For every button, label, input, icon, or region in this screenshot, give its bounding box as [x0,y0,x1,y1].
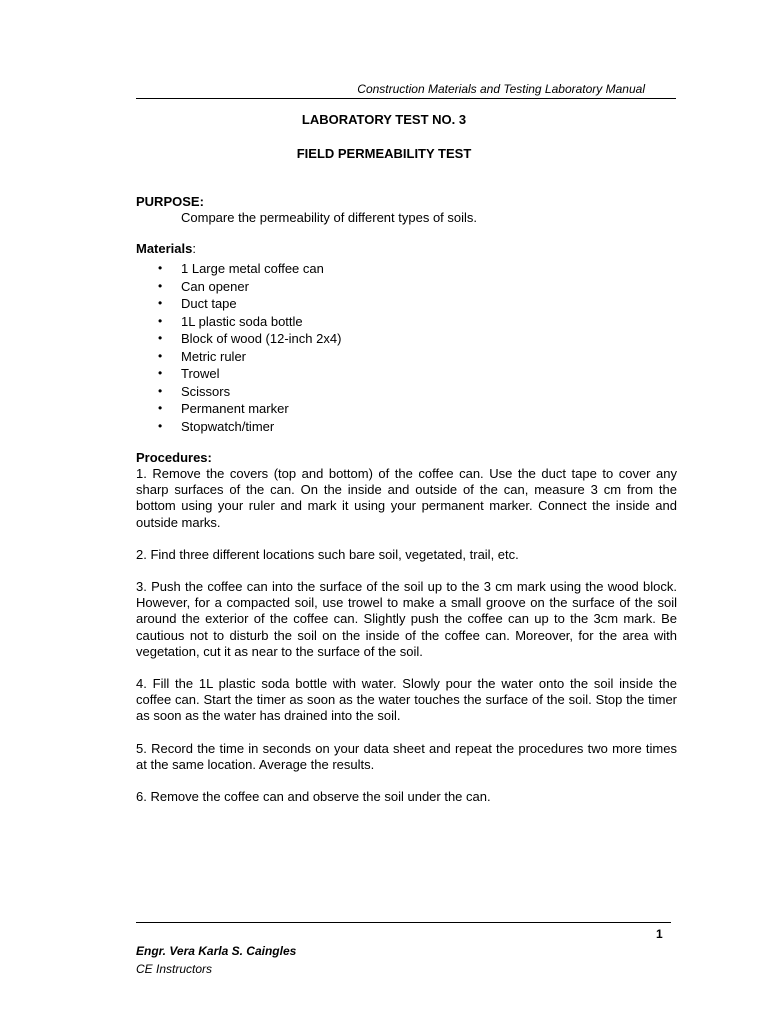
bullet-icon: • [158,366,163,380]
material-item-text: Scissors [181,383,231,399]
bullet-icon: • [158,418,163,433]
procedure-step-1: 1. Remove the covers (top and bottom) of the coffee can. Use the duct tape to cover any sharp surfaces of the can. On the inside and outside of the can, measure 3 cm from the bottom using your ruler and mark it using your permanent marker. Connect the inside and outside marks. [136,466,677,530]
material-item-text: Stopwatch/timer [181,418,275,434]
author-name: Engr. Vera Karla S. Caingles [136,944,297,958]
list-item [136,383,341,401]
procedures-label: Procedures: [136,450,212,465]
bullet-icon: • [158,261,163,275]
material-item-text: Duct tape [181,296,237,311]
list-item [136,365,341,383]
bullet-icon: • [158,296,163,310]
materials-list [136,260,341,435]
materials-label-line [136,241,196,256]
bullet-icon: • [158,383,163,398]
list-item [136,400,341,418]
test-number-heading: LABORATORY TEST NO. 3 [301,112,467,127]
list-item [136,330,341,348]
list-item [136,313,341,331]
material-item-text: Can opener [181,278,249,294]
header-rule [136,80,676,99]
list-item [136,418,341,436]
materials-colon: : [192,241,196,256]
page-number: 1 [656,927,663,941]
procedure-step-4: 4. Fill the 1L plastic soda bottle with water. Slowly pour the water onto the soil inside the coffee can. Start the timer as soon as the water touches the surface of the soil. Stop the timer as soon as the water has drained into the soil. [136,676,677,724]
bullet-icon: • [158,331,163,345]
material-item-text: Block of wood (12-inch 2x4) [181,331,342,346]
material-item-text: Permanent marker [181,401,289,416]
bullet-icon: • [158,278,163,293]
material-item-text: Metric ruler [181,348,247,364]
bullet-icon: • [158,313,163,328]
purpose-label: PURPOSE: [136,194,204,209]
procedure-step-3: 3. Push the coffee can into the surface of the soil up to the 3 cm mark using the wood block. However, for a compacted soil, use trowel to make a small groove on the surface of the soil around the exterior of the coffee can. Slightly push the coffee can up to the 3cm mark. Be cautious not to disturb the soil on the inside of the coffee can. Moreover, for the area with vegetation, cut it as near to the surface of the soil. [136,579,677,659]
list-item [136,295,341,313]
material-item-text: Trowel [181,366,220,381]
procedures-section [136,466,677,821]
list-item [136,348,341,366]
material-item-text: 1 Large metal coffee can [181,261,324,276]
test-name-heading: FIELD PERMEABILITY TEST [296,146,472,161]
purpose-text: Compare the permeability of different types of soils. [181,210,478,225]
footer-rule [136,908,671,923]
procedure-step-2: 2. Find three different locations such bare soil, vegetated, trail, etc. [136,546,519,562]
manual-title: Construction Materials and Testing Laboratory Manual [357,82,645,96]
procedure-step-5: 5. Record the time in seconds on your data sheet and repeat the procedures two more times at the same location. Average the results. [136,740,677,772]
bullet-icon: • [158,401,163,415]
materials-label: Materials [136,241,193,256]
bullet-icon: • [158,348,163,363]
material-item-text: 1L plastic soda bottle [181,313,303,329]
procedure-step-6: 6. Remove the coffee can and observe the soil under the can. [136,789,491,805]
author-role: CE Instructors [136,962,213,976]
list-item [136,260,341,278]
list-item [136,278,341,296]
